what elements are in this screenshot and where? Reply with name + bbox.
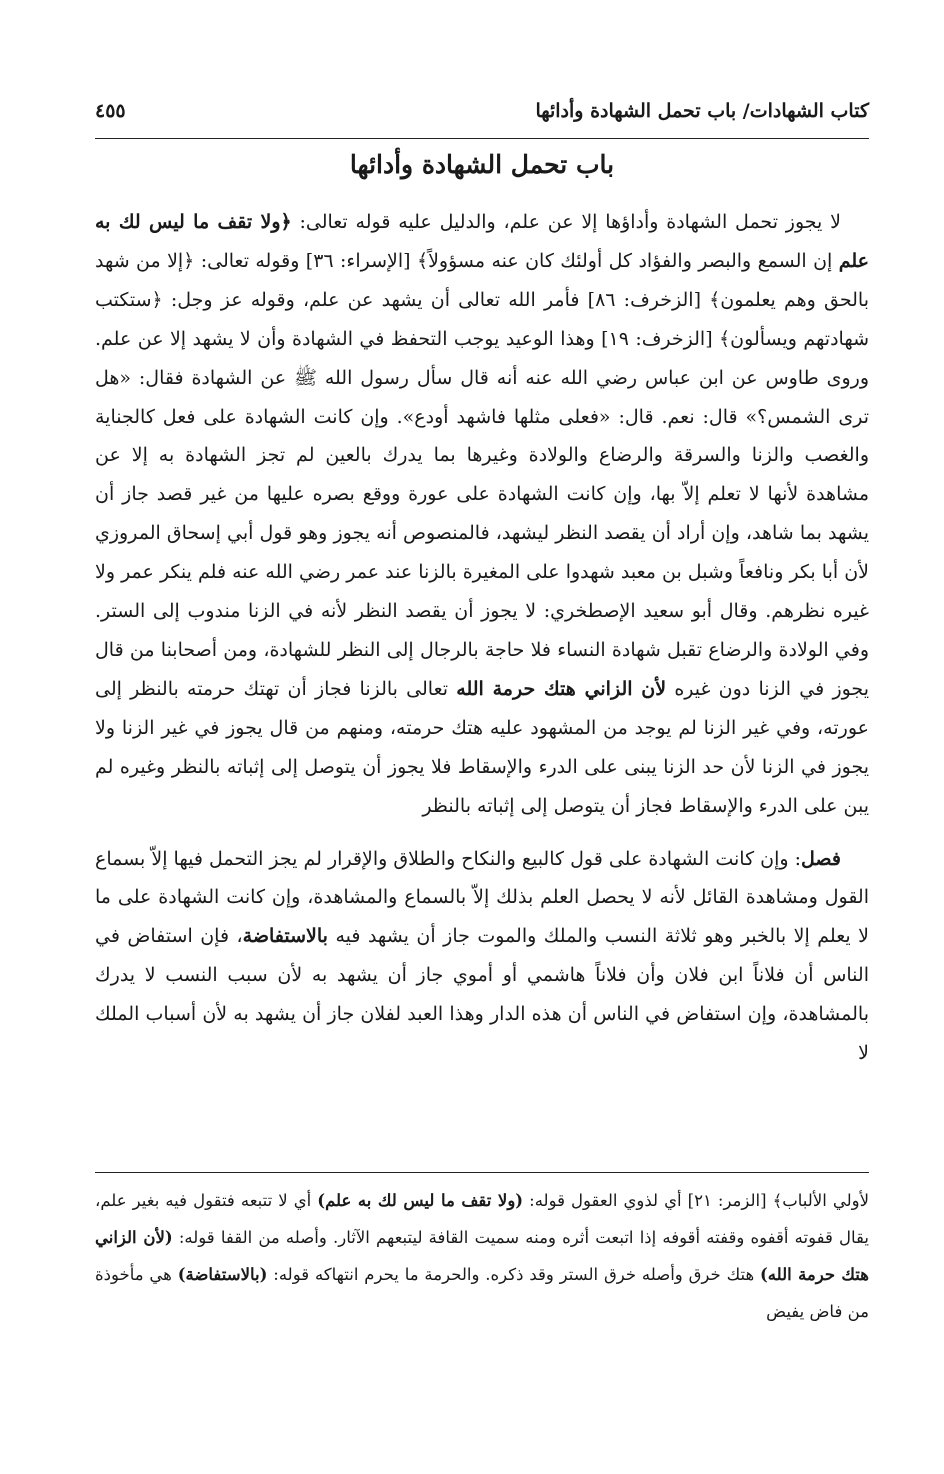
footnote-text-1: لأولي الألباب﴾ [الزمر: ٢١] أي لذوي العقول قوله: xyxy=(523,1191,870,1210)
chapter-title: باب تحمل الشهادة وأدائها xyxy=(349,150,615,179)
paragraph-2-lead: فصل xyxy=(801,847,841,870)
paragraph-1-bold-phrase: لأن الزاني هتك حرمة الله xyxy=(456,677,667,700)
header-divider xyxy=(95,138,869,139)
footnote-bold-1: (ولا تقف ما ليس لك به علم) xyxy=(317,1191,524,1210)
paragraph-2-text-2: ، فإن استفاض في الناس أن فلاناً ابن فلان وأن فلاناً هاشمي أو أموي جاز أن يشهد به لأن سبب النسب لا يدرك بالمشاهدة، وإن استفاض في الناس أن هذه الدار وهذا العبد لفلان جاز أن يشهد به لأن أسباب الملك لا xyxy=(95,925,869,1065)
running-head xyxy=(95,100,869,134)
footnote-text-4: هي مأخوذة من فاض يفيض xyxy=(95,1265,869,1321)
paragraph-2 xyxy=(95,840,869,1073)
paragraph-2-text-1: : وإن كانت الشهادة على قول كالبيع والنكاح والطلاق والإقرار لم يجز التحمل فيها إلاّ بسماع القول ومشاهدة القائل لأنه لا يحصل العلم بذلك إلاّ بالسماع والمشاهدة، وإن كانت الشهادة على ما لا يعلم إلا بالخبر وهو ثلاثة النسب والملك والموت جاز أن يشهد فيه xyxy=(95,847,869,948)
footnote-divider xyxy=(95,1172,869,1173)
paragraph-1-text-1: لا يجوز تحمل الشهادة وأداؤها إلا عن علم، والدليل عليه قوله تعالى: xyxy=(291,211,841,233)
footnote-bold-3: (بالاستفاضة) xyxy=(177,1265,268,1284)
footnote xyxy=(95,1182,869,1330)
footnote-text-2: أي لا تتبعه فتقول فيه بغير علم، يقال قفوته أقفوه وقفته أقوفه إذا اتبعت أثره ومنه سميت القافة ليتبعهم الآثار. وأصله من القفا قوله: xyxy=(95,1191,869,1247)
footnote-paragraph xyxy=(95,1182,869,1330)
footnote-text-3: هتك خرق وأصله خرق الستر وقد ذكره. والحرمة ما يحرم انتهاكه قوله: xyxy=(267,1265,760,1284)
paragraph-1-text-2: إن السمع والبصر والفؤاد كل أولئك كان عنه مسؤولاً﴾ [الإسراء: ٣٦] وقوله تعالى: ﴿إلا من شهد بالحق وهم يعلمون﴾ [الزخرف: ٨٦] فأمر الله تعالى أن يشهد عن علم، وقوله عز وجل: ﴿ستكتب شهادتهم ويسألون﴾ [الزخرف: ١٩] وهذا الوعيد يوجب التحفظ في الشهادة وأن لا يشهد إلا عن علم. وروى طاوس عن ابن عباس رضي الله عنه أنه قال سأل رسول الله ﷺ عن الشهادة فقال: «هل ترى الشمس؟» قال: نعم. قال: «فعلى مثلها فاشهد أودع». وإن كانت الشهادة على فعل كالجناية والغصب والزنا والسرقة والرضاع والولادة وغيرها بما يدرك بالعين لم تجز الشهادة به إلا عن مشاهدة لأنها لا تعلم إلاّ بها، وإن كانت الشهادة على عورة ووقع بصره عليها من غير قصد جاز أن يشهد بما شاهد، وإن أراد أن يقصد النظر ليشهد، فالمنصوص أنه يجوز وهو قول أبي إسحاق المروزي لأن أبا بكر ونافعاً وشبل بن معبد شهدوا على المغيرة بالزنا عند عمر رضي الله عنه فلم ينكر عمر ولا غيره نظرهم. وقال أبو سعيد الإصطخري: لا يجوز أن يقصد النظر لأنه في الزنا مندوب إلى الستر. وفي الولادة والرضاع تقبل شهادة النساء فلا حاجة بالرجال إلى النظر للشهادة، ومن أصحابنا من قال يجوز في الزنا دون غيره xyxy=(95,249,869,700)
paragraph-1-bold-verse: ﴿ولا تقف ما ليس لك به علم xyxy=(95,211,869,272)
paragraph-1 xyxy=(95,203,869,826)
paragraph-1-text-3: تعالى بالزنا فجاز أن تهتك حرمته بالنظر إلى عورته، وفي غير الزنا لم يوجد من المشهود عليه هتك حرمته، ومنهم من قال يجوز في غير الزنا ولا يجوز في الزنا لأن حد الزنا يبنى على الدرء والإسقاط فلا يجوز أن يتوصل إلى إثباته بالنظر وغيره لم يبن على الدرء والإسقاط فجاز أن يتوصل إلى إثباته بالنظر xyxy=(95,677,869,817)
running-title: كتاب الشهادات/ باب تحمل الشهادة وأدائها xyxy=(535,100,869,122)
paragraph-2-bold-term: بالاستفاضة xyxy=(242,925,328,948)
body-text xyxy=(95,203,869,1073)
footnote-bold-2: (لأن الزاني هتك حرمة الله) xyxy=(95,1228,869,1284)
page-number: ٤٥٥ xyxy=(95,100,126,122)
